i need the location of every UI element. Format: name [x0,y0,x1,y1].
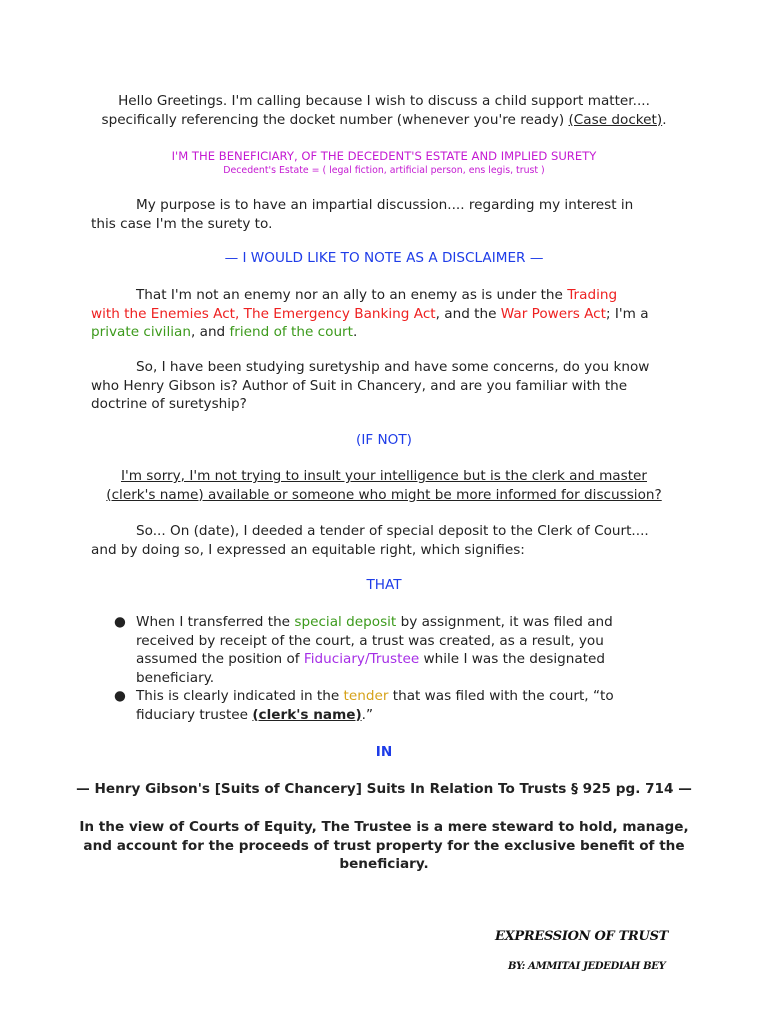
disclaimer-line-3: private civilian, and friend of the court. [91,324,358,340]
equity-line-1: In the view of Courts of Equity, The Trustee is a mere steward to hold, manage, [79,819,689,835]
purpose-line-1: My purpose is to have an impartial discussion.... regarding my interest in [136,197,634,213]
bullet-dot-icon: ● [114,614,126,630]
signature-byline: BY: AMMITAI JEDEDIAH BEY [508,961,666,972]
sorry-line-2: (clerk's name) available or someone who might be more informed for discussion? [106,486,662,503]
disclaimer-line-1: That I'm not an enemy nor an ally to an enemy as is under the Trading [136,287,618,303]
tender-term: tender [343,688,389,704]
beneficiary-heading: I'M THE BENEFICIARY, OF THE DECEDENT'S ESTATE AND IMPLIED SURETY [171,149,597,163]
suretyship-line-1: So, I have been studying suretyship and have some concerns, do you know [136,359,650,375]
citation-heading: — Henry Gibson's [Suits of Chancery] Suits In Relation To Trusts § 925 pg. 714 — [76,781,692,797]
disclaimer-line-2: with the Enemies Act, The Emergency Banking Act, and the War Powers Act; I'm a [91,305,649,322]
tender-paragraph [91,522,691,559]
private-civilian-term: private civilian [91,324,191,340]
clerk-name-placeholder: (clerk's name) [252,706,362,723]
friend-of-court-term: friend of the court [229,324,353,340]
equity-line-3: beneficiary. [339,856,429,872]
sorry-paragraph [40,467,728,504]
war-powers-term: War Powers Act [500,305,606,322]
fiduciary-trustee-term: Fiduciary/Trustee [303,651,420,667]
disclaimer-paragraph [91,286,681,342]
suretyship-line-3: doctrine of suretyship? [91,396,247,412]
list-item: ● This is clearly indicated in the tender that was filed with the court, “to fiduciary trustee (clerk's name).” [114,688,614,723]
signature-title: EXPRESSION OF TRUST [495,929,669,944]
disclaimer-heading: — I WOULD LIKE TO NOTE AS A DISCLAIMER — [224,250,544,266]
tender-line-2: and by doing so, I expressed an equitable right, which signifies: [91,541,525,558]
list-item: ● When I transferred the special deposit by assignment, it was filed and received by receipt of the court, a trust was created, as a result, you assumed the position of Fiduciary/Trustee while I was the designated beneficiary. [114,614,613,686]
greeting-line-1: Hello Greetings. I'm calling because I wish to discuss a child support matter.... [118,93,650,109]
emergency-banking-term: The Emergency Banking Act [243,305,436,322]
bullet-dot-icon: ● [114,688,126,704]
that-heading: THAT [366,577,402,593]
suretyship-paragraph [91,358,691,414]
case-docket-placeholder: (Case docket) [568,111,663,128]
equity-paragraph [40,818,728,874]
purpose-line-2: this case I'm the surety to. [91,215,273,232]
tender-line-1: So... On (date), I deeded a tender of special deposit to the Clerk of Court.... [136,523,649,539]
greeting-paragraph [40,92,728,129]
suretyship-line-2: who Henry Gibson is? Author of Suit in Chancery, and are you familiar with the [91,377,628,394]
special-deposit-term: special deposit [294,614,397,630]
greeting-line-2: specifically referencing the docket number (whenever you're ready) (Case docket). [101,111,667,128]
sorry-line-1: I'm sorry, I'm not trying to insult your intelligence but is the clerk and master [120,468,648,484]
beneficiary-subheading: Decedent's Estate = ( legal fiction, artificial person, ens legis, trust ) [223,165,545,176]
equity-line-2: and account for the proceeds of trust property for the exclusive benefit of the [83,837,685,854]
if-not-heading: (IF NOT) [356,432,412,448]
bullet-list [114,613,636,724]
purpose-paragraph [91,196,691,233]
in-heading: IN [375,744,393,760]
trading-act-term: Trading [567,287,618,303]
